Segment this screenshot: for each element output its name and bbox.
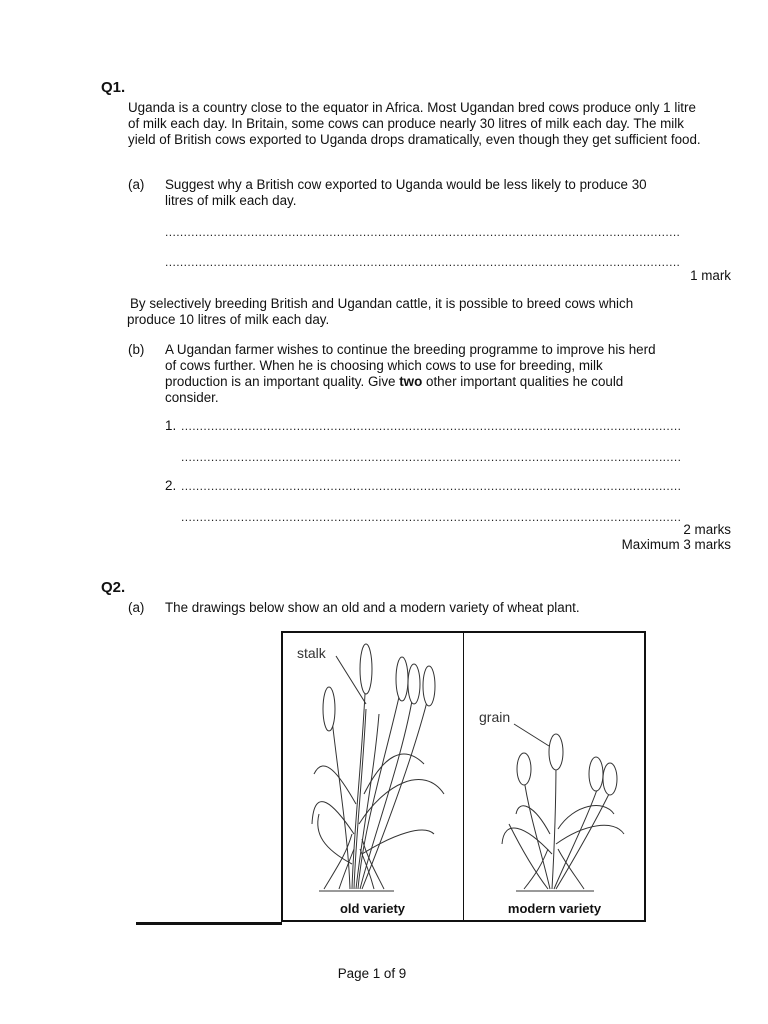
grain-pointer-line bbox=[514, 724, 549, 746]
question-1-intro: Uganda is a country close to the equator in Africa. Most Ugandan bred cows produce only 1 litre of milk each day. In Britain, some cows can produce nearly 30 litres of milk each day. The milk yield of British cows exported to Uganda drops dramatically, even though they get sufficient food. bbox=[128, 100, 701, 147]
question-1-number: Q1. bbox=[101, 79, 126, 96]
answer-number-1: 1. bbox=[165, 418, 177, 433]
part-b-text-end: other important qualities he could consider. bbox=[165, 374, 624, 405]
grain-label: grain bbox=[479, 709, 511, 725]
modern-variety-ears bbox=[517, 734, 617, 795]
figure-baseline bbox=[136, 922, 282, 925]
answer-line[interactable]: .......................................................................................................................................... bbox=[165, 225, 681, 239]
part-b-label: (b) bbox=[128, 342, 145, 357]
part-b-emphasis: two bbox=[399, 374, 423, 389]
question-2-number: Q2. bbox=[101, 579, 126, 596]
answer-line[interactable]: .......................................................................................................................................... bbox=[165, 255, 681, 269]
question-1-mid-text: By selectively breeding British and Ugandan cattle, it is possible to breed cows which produce 10 litres of milk each day. bbox=[127, 296, 634, 327]
wheat-plants-illustration bbox=[284, 634, 644, 920]
maximum-marks: Maximum 3 marks bbox=[621, 537, 731, 552]
part-b-text-start: A Ugandan farmer wishes to continue the breeding programme to improve his herd of cows further. When he is choosing which cows to use for breeding, milk production is an important quality. Give bbox=[165, 342, 656, 389]
page-number: Page 1 of 9 bbox=[337, 966, 407, 981]
q2-part-a-text: The drawings below show an old and a modern variety of wheat plant. bbox=[165, 600, 580, 615]
part-a-label: (a) bbox=[128, 177, 145, 192]
stalk-label: stalk bbox=[297, 645, 326, 661]
answer-line[interactable]: ...................................................................................................................................... bbox=[181, 419, 682, 433]
mark-allocation: 2 marks bbox=[683, 522, 731, 537]
mark-allocation: 1 mark bbox=[690, 268, 731, 283]
old-variety-caption: old variety bbox=[339, 901, 406, 916]
answer-line[interactable]: ...................................................................................................................................... bbox=[181, 450, 682, 464]
part-a-text: Suggest why a British cow exported to Uganda would be less likely to produce 30 litres of milk each day. bbox=[165, 177, 647, 208]
answer-line[interactable]: ...................................................................................................................................... bbox=[181, 479, 682, 493]
part-b-text bbox=[165, 342, 665, 406]
q2-part-a-label: (a) bbox=[128, 600, 145, 615]
modern-variety-caption: modern variety bbox=[507, 901, 602, 916]
answer-number-2: 2. bbox=[165, 478, 177, 493]
answer-line[interactable]: ...................................................................................................................................... bbox=[181, 510, 682, 524]
